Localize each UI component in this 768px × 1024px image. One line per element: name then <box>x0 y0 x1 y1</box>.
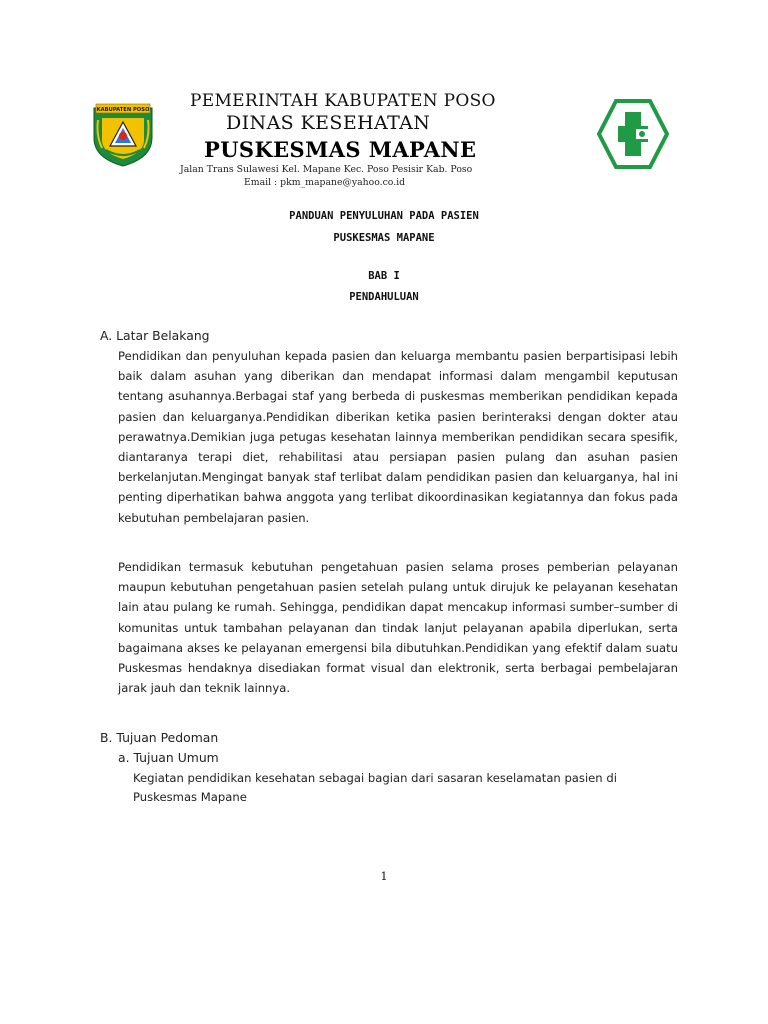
chapter-number: BAB I <box>368 270 400 282</box>
section-a-paragraph-1: Pendidikan dan penyuluhan kepada pasien dan keluarga membantu pasien berpartisipasi lebih baik dalam asuhan yang diberikan dan mendapat informasi dalam mengambil keputusan tentang asuhannya.Berbagai staf yang berbeda di puskesmas memberikan pendidikan kepada pasien dan keluarganya.Pendidikan diberikan ketika pasien berinteraksi dengan dokter atau perawatnya.Demikian juga petugas kesehatan lainnya memberikan pendidikan secara spesifik, diantaranya terapi diet, rehabilitasi atau persiapan pasien pulang dan asuhan pasien berkelanjutan.Mengingat banyak staf terlibat dalam pendidikan pasien dan keluarganya, hal ini penting diperhatikan bahwa anggota yang terlibat dikoordinasikan kegiatannya dan fokus pada kebutuhan pembelajaran pasien. <box>118 349 678 525</box>
letterhead-email: Email : pkm_mapane@yahoo.co.id <box>244 177 406 188</box>
section-b-subheading: a. Tujuan Umum <box>118 750 219 765</box>
chapter-title: PENDAHULUAN <box>349 291 419 303</box>
document-title: PANDUAN PENYULUHAN PADA PASIEN <box>289 210 479 222</box>
letterhead-address: Jalan Trans Sulawesi Kel. Mapane Kec. Poso Pesisir Kab. Poso <box>180 164 473 175</box>
letterhead-government: PEMERINTAH KABUPATEN POSO <box>190 91 496 111</box>
section-a-paragraph-2: Pendidikan termasuk kebutuhan pengetahuan pasien selama proses pemberian pelayanan maupun kebutuhan pengetahuan pasien setelah pulang untuk dirujuk ke pelayanan kesehatan lain atau pulang ke rumah. Sehingga, pendidikan dapat mencakup informasi sumber–sumber di komunitas untuk tambahan pelayanan dan tindak lanjut pelayanan apabila diperlukan, serta bagaimana akses ke pelayanan emergensi bila dibutuhkan.Pendidikan yang efektif dalam suatu Puskesmas hendaknya disediakan format visual dan elektronik, serta berbagai pembelajaran jarak jauh dan teknik lainnya. <box>118 560 678 696</box>
logo-label: KABUPATEN POSO <box>96 107 150 113</box>
kabupaten-poso-logo <box>88 98 158 168</box>
document-subtitle: PUSKESMAS MAPANE <box>333 232 435 244</box>
section-b-heading: B. Tujuan Pedoman <box>100 730 219 745</box>
kabupaten-poso-emblem-icon <box>88 98 158 168</box>
puskesmas-logo <box>596 98 670 170</box>
letterhead-department: DINAS KESEHATAN <box>226 112 431 134</box>
section-b-paragraph: Kegiatan pendidikan kesehatan sebagai bagian dari sasaran keselamatan pasien di Puskesmas Mapane <box>133 771 617 804</box>
puskesmas-cross-icon <box>596 98 670 170</box>
section-a-heading: A. Latar Belakang <box>100 328 210 343</box>
page-number: 1 <box>380 870 388 883</box>
letterhead-institution: PUSKESMAS MAPANE <box>204 137 477 162</box>
